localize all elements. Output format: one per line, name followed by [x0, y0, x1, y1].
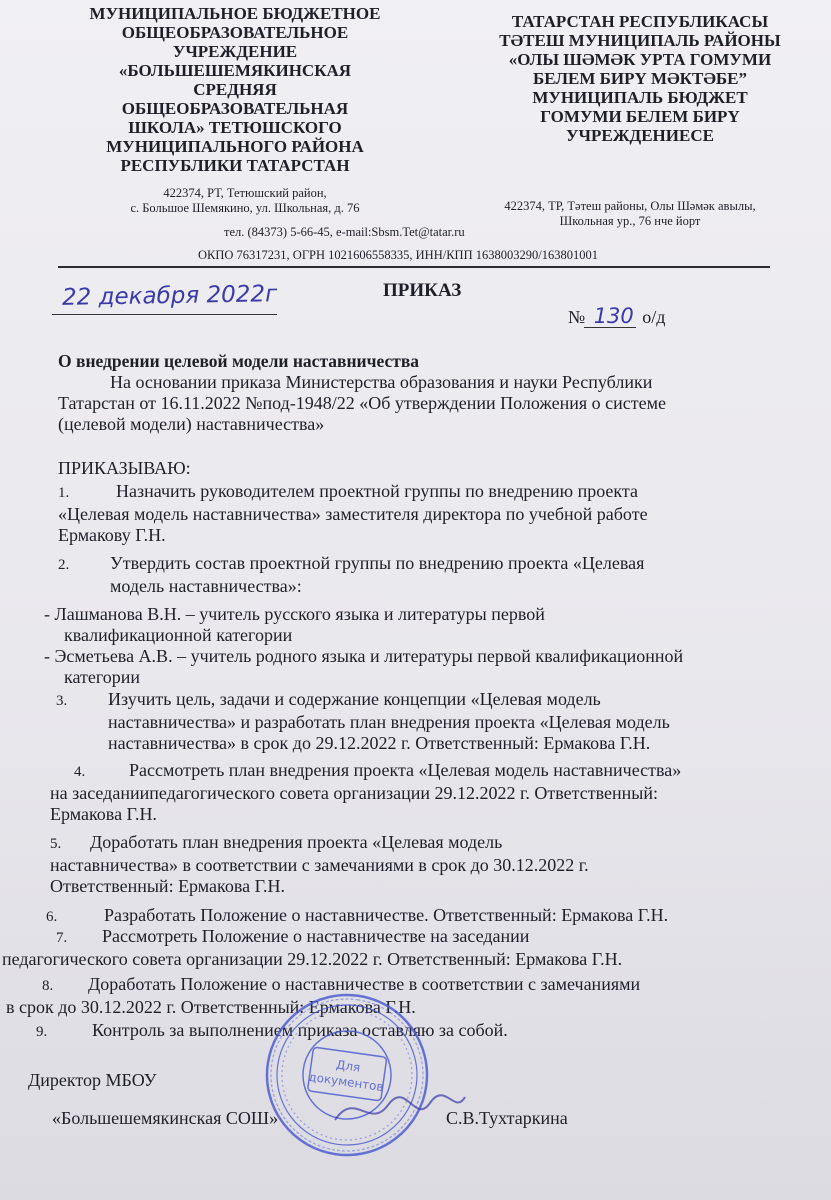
- item-5: [50, 832, 810, 897]
- header-right-line: ТАТАРСТАН РЕСПУБЛИКАСЫ: [511, 12, 769, 31]
- round-stamp: [251, 979, 443, 1171]
- item-line: наставничества» и разработать план внедрения проекта «Целевая модель: [108, 712, 670, 732]
- header-left-line: ШКОЛА» ТЕТЮШСКОГО: [128, 118, 342, 137]
- item-line: Контроль за выполнением приказа оставляю за собой.: [92, 1020, 508, 1040]
- item-2a: [44, 604, 784, 646]
- header-left-line: УЧРЕЖДЕНИЕ: [172, 42, 298, 61]
- item-line: - Эсметьева А.В. – учитель родного языка и литературы первой квалификационной: [44, 646, 684, 666]
- item-line: квалификационной категории: [64, 625, 293, 645]
- item-number: 2.: [58, 557, 70, 573]
- item-number: 9.: [36, 1024, 48, 1040]
- item-number: 8.: [42, 978, 54, 994]
- basis-line: На основании приказа Министерства образования и науки Республики: [110, 372, 653, 392]
- item-line: наставничества» в соответствии с замечаниями в срок до 30.12.2022 г.: [50, 855, 589, 875]
- item-2b: [44, 646, 824, 688]
- item-number: 1.: [58, 485, 70, 501]
- item-number: 7.: [56, 930, 68, 946]
- stamp-center-line: Для: [335, 1057, 362, 1075]
- order-title: ПРИКАЗ: [383, 280, 462, 301]
- item-line: Разработать Положение о наставничестве. Ответственный: Ермакова Г.Н.: [104, 905, 669, 925]
- order-number-label: [568, 306, 665, 328]
- right-address-line: 422374, ТР, Тәтеш районы, Олы Шәмәк авылы,: [504, 199, 756, 213]
- item-line: Рассмотреть план внедрения проекта «Целевая модель наставничества»: [129, 760, 682, 780]
- header-right-line: ГОМУМИ БЕЛЕМ БИРҮ: [540, 107, 740, 126]
- date-underline: [52, 314, 277, 315]
- item-line: педагогического совета организации 29.12.2022 г. Ответственный: Ермакова Г.Н.: [2, 949, 623, 969]
- number-prefix: №: [568, 307, 586, 327]
- item-7: [2, 926, 802, 970]
- registration-codes: ОКПО 76317231, ОГРН 1021606558335, ИНН/КПП 1638003290/163801001: [198, 248, 598, 262]
- contact-line: тел. (84373) 5-66-45, e-mail:Sbsm.Tet@tatar.ru: [224, 225, 465, 239]
- left-address: [110, 186, 380, 216]
- item-line: Доработать Положение о наставничестве в соответствии с замечаниями: [88, 974, 641, 994]
- order-number: 130: [593, 304, 634, 328]
- item-line: Рассмотреть Положение о наставничестве на заседании: [102, 926, 530, 946]
- header-right-line: МУНИЦИПАЛЬ БЮДЖЕТ: [532, 88, 748, 107]
- number-underline: [584, 327, 636, 328]
- item-number: 5.: [50, 836, 62, 852]
- item-line: модель наставничества»:: [110, 576, 302, 596]
- left-address-line: 422374, РТ, Тетюшский район,: [163, 186, 327, 200]
- basis-line: Татарстан от 16.11.2022 №под-1948/22 «Об утверждении Положения о системе: [58, 393, 667, 413]
- item-line: на заседаниипедагогического совета организации 29.12.2022 г. Ответственный:: [50, 783, 658, 803]
- header-left-line: МУНИЦИПАЛЬНОЕ БЮДЖЕТНОЕ: [89, 4, 381, 23]
- item-number: 6.: [46, 909, 58, 925]
- order-date: 22 декабря 2022г: [61, 281, 278, 311]
- right-address: [460, 199, 800, 229]
- header-right-line: ТӘТЕШ МУНИЦИПАЛЬ РАЙОНЫ: [499, 31, 781, 50]
- order-subject: О внедрении целевой модели наставничества: [58, 351, 420, 371]
- item-number: 4.: [74, 764, 86, 780]
- header-right: [480, 12, 800, 145]
- header-right-line: УЧРЕЖДЕНИЕСЕ: [566, 126, 714, 145]
- item-line: Ермакову Г.Н.: [58, 525, 166, 545]
- item-line: Утвердить состав проектной группы по внедрению проекта «Целевая: [110, 553, 645, 573]
- item-2: [58, 553, 778, 597]
- header-right-line: БЕЛЕМ БИРҮ МӘКТӘБЕ”: [533, 69, 747, 88]
- item-line: Ответственный: Ермакова Г.Н.: [50, 876, 286, 896]
- left-address-line: с. Большое Шемякино, ул. Школьная, д. 76: [130, 201, 360, 215]
- item-line: Изучить цель, задачи и содержание концепции «Целевая модель: [108, 689, 601, 709]
- item-number: 3.: [56, 693, 68, 709]
- item-line: - Лашманова В.Н. – учитель русского языка и литературы первой: [44, 604, 545, 624]
- header-left-line: ОБЩЕОБРАЗОВАТЕЛЬНАЯ: [121, 99, 349, 118]
- basis-line: (целевой модели) наставничества»: [58, 414, 325, 434]
- number-suffix: о/д: [642, 307, 666, 327]
- item-3: [56, 689, 796, 754]
- header-left-line: МУНИЦИПАЛЬНОГО РАЙОНА: [106, 137, 364, 156]
- item-line: Доработать план внедрения проекта «Целевая модель: [90, 832, 503, 852]
- header-left-line: «БОЛЬШЕШЕМЯКИНСКАЯ: [118, 61, 352, 80]
- item-line: в срок до 30.12.2022 г. Ответственный: Ермакова Г.Н.: [6, 997, 416, 1017]
- header-divider: [58, 266, 770, 268]
- stamp-center-line: документов: [307, 1069, 385, 1095]
- header-left: [70, 4, 400, 175]
- item-6: [46, 905, 816, 928]
- signature-position: Директор МБОУ: [28, 1070, 157, 1090]
- item-4: [50, 760, 810, 825]
- item-line: наставничества» в срок до 29.12.2022 г. Ответственный: Ермакова Г.Н.: [108, 733, 651, 753]
- order-basis: [58, 372, 770, 435]
- item-line: Назначить руководителем проектной группы по внедрению проекта: [116, 481, 639, 501]
- header-right-line: «ОЛЫ ШӘМӘК УРТА ГОМУМИ: [508, 50, 772, 69]
- header-left-line: СРЕДНЯЯ: [193, 80, 277, 99]
- item-line: категории: [64, 667, 141, 687]
- order-command: ПРИКАЗЫВАЮ:: [58, 458, 191, 478]
- item-1: [58, 481, 778, 546]
- signature-name: С.В.Тухтаркина: [446, 1108, 568, 1128]
- item-line: Ермакова Г.Н.: [50, 804, 157, 824]
- item-line: «Целевая модель наставничества» заместителя директора по учебной работе: [58, 504, 648, 524]
- header-left-line: ОБЩЕОБРАЗОВАТЕЛЬНОЕ: [121, 23, 349, 42]
- signature-school: «Большешемякинская СОШ»: [52, 1108, 279, 1128]
- right-address-line: Школьная ур., 76 нче йорт: [559, 214, 701, 228]
- header-left-line: РЕСПУБЛИКИ ТАТАРСТАН: [120, 156, 350, 175]
